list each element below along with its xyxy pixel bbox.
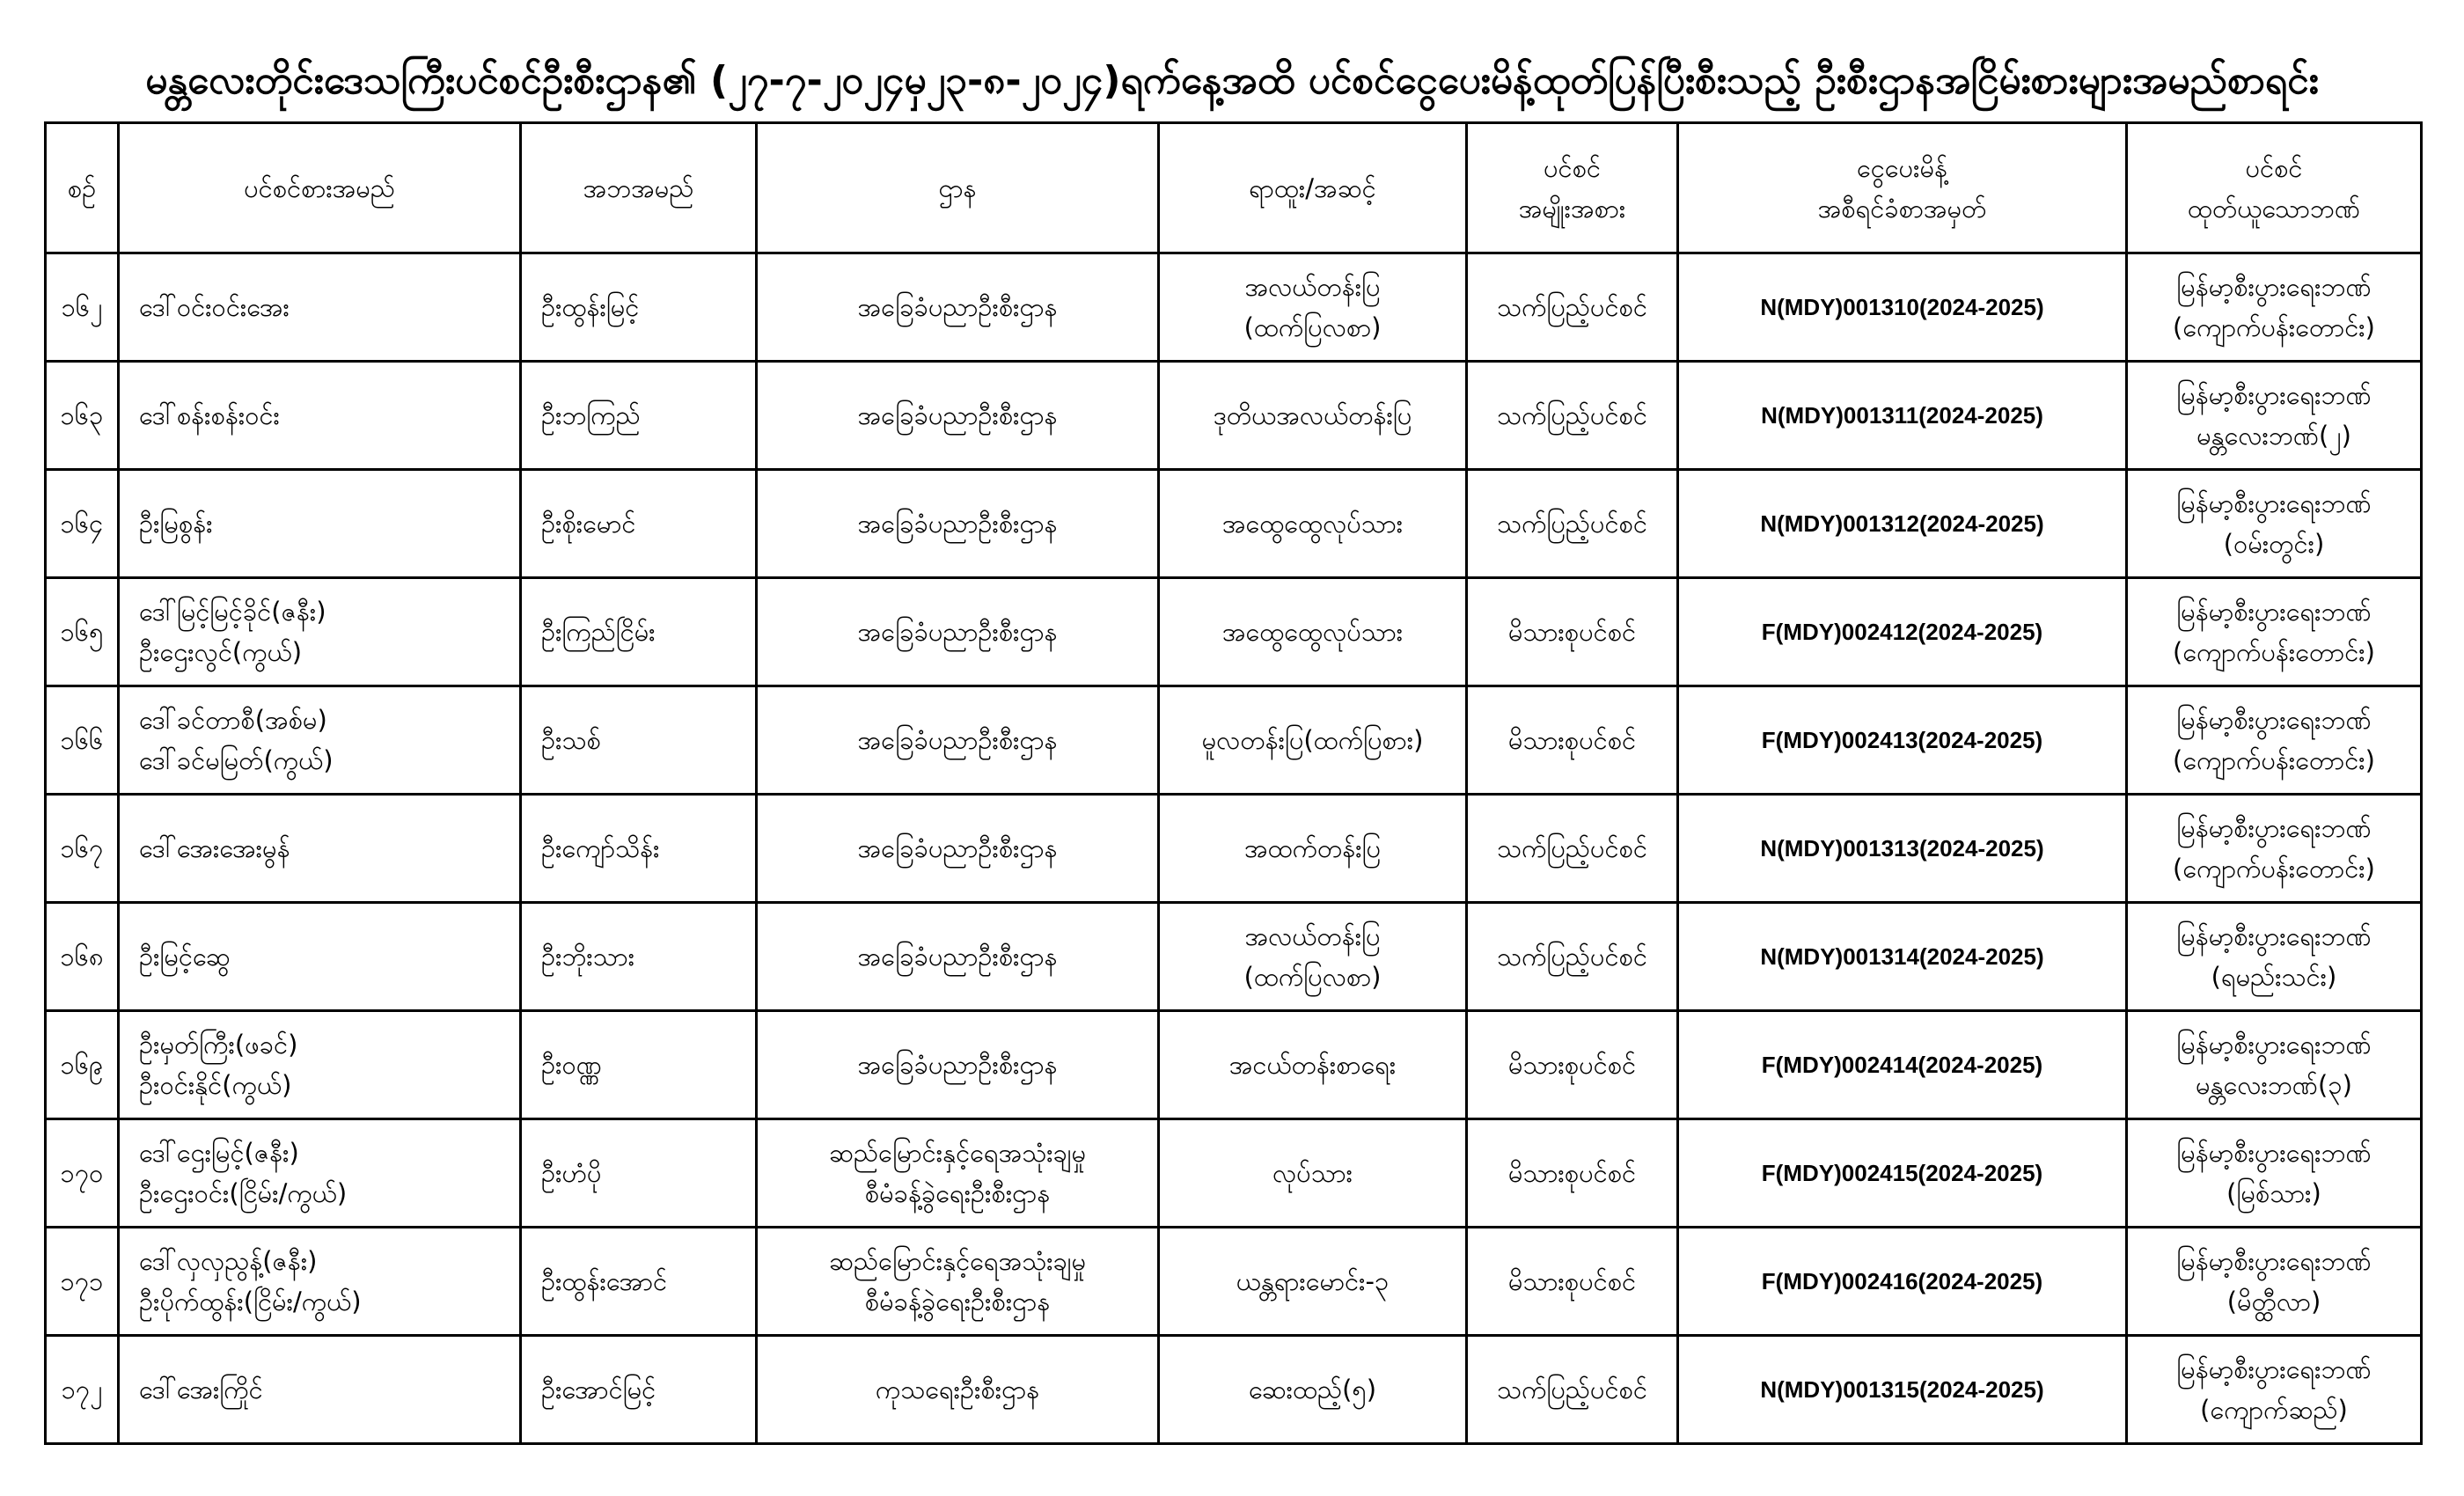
cell-pensioner-name <box>119 1336 521 1444</box>
cell-department-line: အခြေခံပညာဦးစီးဌာန <box>857 942 1058 972</box>
cell-bank-line: မြန်မာ့စီးပွားရေးဘဏ် <box>2176 705 2372 735</box>
cell-pensioner-name-line: ဒေါ်ဌေးမြင့်(ဇနီး) <box>139 1138 299 1168</box>
cell-bank <box>2127 1336 2422 1444</box>
cell-rank <box>1159 686 1467 795</box>
cell-father-name: ဦးဟံပို <box>521 1119 757 1228</box>
cell-pension-type: မိသားစုပင်စင် <box>1467 1119 1678 1228</box>
cell-bank <box>2127 578 2422 686</box>
cell-department <box>757 903 1159 1011</box>
cell-department-line: အခြေခံပညာဦးစီးဌာန <box>857 1050 1058 1080</box>
cell-order-number: F(MDY)002412(2024-2025) <box>1678 578 2127 686</box>
cell-father-name: ဦးသစ် <box>521 686 757 795</box>
cell-father-name: ဦးကြည်ငြိမ်း <box>521 578 757 686</box>
cell-no: ၁၇၁ <box>46 1228 119 1336</box>
cell-rank-line: (ထက်ပြလစာ) <box>1243 312 1382 342</box>
cell-pension-type: မိသားစုပင်စင် <box>1467 1011 1678 1119</box>
cell-pensioner-name <box>119 903 521 1011</box>
cell-pensioner-name <box>119 470 521 578</box>
header-father-name: အဘအမည် <box>521 123 757 253</box>
cell-pensioner-name-line: ဒေါ်လှလှညွန့်(ဇနီး) <box>139 1246 318 1276</box>
cell-bank <box>2127 362 2422 470</box>
header-no: စဉ် <box>46 123 119 253</box>
header-pension-type-line2: အမျိုးအစား <box>1518 193 1626 224</box>
cell-department <box>757 795 1159 903</box>
cell-rank-line: အထွေထွေလုပ်သား <box>1221 509 1404 539</box>
cell-department-line: အခြေခံပညာဦးစီးဌာန <box>857 292 1058 322</box>
cell-bank <box>2127 686 2422 795</box>
cell-father-name: ဦးကျော်သိန်း <box>521 795 757 903</box>
cell-pension-type: မိသားစုပင်စင် <box>1467 578 1678 686</box>
cell-pensioner-name <box>119 1119 521 1228</box>
cell-department-line: အခြေခံပညာဦးစီးဌာန <box>857 725 1058 755</box>
cell-pensioner-name <box>119 1011 521 1119</box>
cell-bank-line: မြန်မာ့စီးပွားရေးဘဏ် <box>2176 921 2372 951</box>
table-body <box>46 253 2422 1444</box>
header-pension-type-line1: ပင်စင် <box>1543 152 1602 183</box>
cell-rank-line: အလယ်တန်းပြ <box>1244 921 1381 951</box>
cell-no: ၁၆၈ <box>46 903 119 1011</box>
cell-no: ၁၆၆ <box>46 686 119 795</box>
cell-pensioner-name-line: ဦးမှတ်ကြီး(ဖခင်) <box>139 1030 298 1060</box>
cell-father-name: ဦးစိုးမောင် <box>521 470 757 578</box>
cell-department <box>757 1228 1159 1336</box>
cell-order-number: N(MDY)001312(2024-2025) <box>1678 470 2127 578</box>
cell-pensioner-name <box>119 362 521 470</box>
table-row <box>46 470 2422 578</box>
cell-department <box>757 1336 1159 1444</box>
cell-bank-line: မြန်မာ့စီးပွားရေးဘဏ် <box>2176 813 2372 843</box>
cell-bank <box>2127 470 2422 578</box>
cell-rank-line: အလယ်တန်းပြ <box>1244 272 1381 302</box>
cell-pension-type: သက်ပြည့်ပင်စင် <box>1467 903 1678 1011</box>
cell-department <box>757 362 1159 470</box>
cell-rank-line: အငယ်တန်းစာရေး <box>1228 1050 1397 1080</box>
cell-pension-type: သက်ပြည့်ပင်စင် <box>1467 470 1678 578</box>
cell-bank-line: မန္တလေးဘဏ်(၃) <box>2196 1070 2352 1100</box>
cell-department-line: စီမံခန့်ခွဲရေးဦးစီးဌာန <box>864 1287 1051 1316</box>
table-row <box>46 1011 2422 1119</box>
table-row <box>46 362 2422 470</box>
cell-department-line: ဆည်မြောင်းနှင့်ရေအသုံးချမှု <box>828 1138 1087 1168</box>
cell-order-number: N(MDY)001315(2024-2025) <box>1678 1336 2127 1444</box>
cell-pensioner-name-line: ဒေါ်စန်းစန်းဝင်း <box>139 400 280 430</box>
cell-department <box>757 686 1159 795</box>
cell-rank-line: (ထက်ပြလစာ) <box>1243 962 1382 992</box>
pension-table-container <box>44 121 2420 1445</box>
cell-pensioner-name-line: ဒေါ်ဝင်းဝင်းအေး <box>139 292 290 322</box>
cell-bank-line: (ကျောက်ပန်းတောင်း) <box>2173 745 2375 775</box>
cell-pension-type: သက်ပြည့်ပင်စင် <box>1467 795 1678 903</box>
cell-bank-line: (ကျောက်ပန်းတောင်း) <box>2173 312 2375 342</box>
cell-bank-line: မြန်မာ့စီးပွားရေးဘဏ် <box>2176 380 2372 410</box>
cell-rank-line: ယန္တရားမောင်း-၃ <box>1236 1266 1390 1296</box>
header-order-number <box>1678 123 2127 253</box>
cell-department-line: အခြေခံပညာဦးစီးဌာန <box>857 400 1058 430</box>
header-bank-line2: ထုတ်ယူသောဘဏ် <box>2187 193 2361 224</box>
cell-pensioner-name <box>119 253 521 362</box>
cell-rank <box>1159 1119 1467 1228</box>
cell-pensioner-name-line: ဦးဝင်းနိုင်(ကွယ်) <box>139 1070 292 1100</box>
cell-bank <box>2127 1228 2422 1336</box>
cell-rank-line: မူလတန်းပြ(ထက်ပြစား) <box>1201 725 1424 755</box>
cell-order-number: F(MDY)002415(2024-2025) <box>1678 1119 2127 1228</box>
cell-order-number: F(MDY)002414(2024-2025) <box>1678 1011 2127 1119</box>
cell-rank-line: အထက်တန်းပြ <box>1243 833 1382 863</box>
cell-department <box>757 253 1159 362</box>
cell-bank <box>2127 253 2422 362</box>
cell-pensioner-name-line: ဒေါ်ခင်မမြတ်(ကွယ်) <box>139 745 334 775</box>
cell-department <box>757 578 1159 686</box>
table-row <box>46 1228 2422 1336</box>
cell-department-line: စီမံခန့်ခွဲရေးဦးစီးဌာန <box>864 1178 1051 1208</box>
header-department: ဌာန <box>757 123 1159 253</box>
cell-no: ၁၆၇ <box>46 795 119 903</box>
cell-order-number: F(MDY)002416(2024-2025) <box>1678 1228 2127 1336</box>
cell-bank-line: (မြစ်သား) <box>2226 1178 2321 1208</box>
cell-department-line: အခြေခံပညာဦးစီးဌာန <box>857 509 1058 539</box>
cell-pensioner-name <box>119 795 521 903</box>
cell-rank-line: အထွေထွေလုပ်သား <box>1221 617 1404 647</box>
cell-pensioner-name-line: ဒေါ်အေးကြိုင် <box>139 1375 263 1404</box>
cell-no: ၁၆၄ <box>46 470 119 578</box>
cell-bank-line: မြန်မာ့စီးပွားရေးဘဏ် <box>2176 272 2372 302</box>
table-row <box>46 686 2422 795</box>
cell-department-line: အခြေခံပညာဦးစီးဌာန <box>857 617 1058 647</box>
cell-pension-type: သက်ပြည့်ပင်စင် <box>1467 253 1678 362</box>
header-pension-type <box>1467 123 1678 253</box>
table-row <box>46 1336 2422 1444</box>
cell-father-name: ဦးဝဏ္ဏ <box>521 1011 757 1119</box>
cell-no: ၁၆၂ <box>46 253 119 362</box>
cell-pensioner-name-line: ဒေါ်အေးအေးမွန် <box>139 833 290 863</box>
cell-rank <box>1159 253 1467 362</box>
cell-rank-line: ဆေးထည့်(၅) <box>1248 1375 1377 1404</box>
cell-pension-type: မိသားစုပင်စင် <box>1467 1228 1678 1336</box>
cell-father-name: ဦးထွန်းအောင် <box>521 1228 757 1336</box>
cell-department <box>757 1011 1159 1119</box>
cell-department-line: ဆည်မြောင်းနှင့်ရေအသုံးချမှု <box>828 1246 1087 1276</box>
table-row <box>46 903 2422 1011</box>
cell-pensioner-name-line: ဦးမြင့်ဆွေ <box>139 942 231 972</box>
cell-pensioner-name <box>119 578 521 686</box>
header-rank: ရာထူး/အဆင့် <box>1159 123 1467 253</box>
cell-father-name: ဦးဘိုးသား <box>521 903 757 1011</box>
cell-bank <box>2127 1119 2422 1228</box>
cell-bank-line: (မိတ္ထီလာ) <box>2226 1287 2321 1316</box>
header-bank-line1: ပင်စင် <box>2245 152 2303 183</box>
cell-rank-line: ဒုတိယအလယ်တန်းပြ <box>1213 400 1412 430</box>
header-pensioner-name: ပင်စင်စားအမည် <box>119 123 521 253</box>
cell-department <box>757 470 1159 578</box>
pension-table <box>44 121 2423 1445</box>
header-bank <box>2127 123 2422 253</box>
cell-bank-line: မြန်မာ့စီးပွားရေးဘဏ် <box>2176 1138 2372 1168</box>
cell-order-number: F(MDY)002413(2024-2025) <box>1678 686 2127 795</box>
cell-pensioner-name <box>119 1228 521 1336</box>
cell-bank <box>2127 1011 2422 1119</box>
cell-pension-type: သက်ပြည့်ပင်စင် <box>1467 1336 1678 1444</box>
cell-rank <box>1159 470 1467 578</box>
cell-pensioner-name-line: ဦးဌေးဝင်း(ငြိမ်း/ကွယ်) <box>139 1178 348 1208</box>
cell-bank-line: (ကျောက်ဆည်) <box>2200 1395 2348 1425</box>
cell-department-line: ကုသရေးဦးစီးဌာန <box>875 1375 1040 1404</box>
cell-no: ၁၆၅ <box>46 578 119 686</box>
header-row <box>46 123 2422 253</box>
cell-department-line: အခြေခံပညာဦးစီးဌာန <box>857 833 1058 863</box>
cell-bank-line: (ကျောက်ပန်းတောင်း) <box>2173 637 2375 667</box>
header-order-number-line2: အစီရင်ခံစာအမှတ် <box>1817 193 1987 224</box>
cell-pensioner-name-line: ဒေါ်မြင့်မြင့်ခိုင်(ဇနီး) <box>139 597 326 627</box>
cell-rank <box>1159 795 1467 903</box>
cell-bank-line: (ရမည်းသင်း) <box>2211 962 2337 992</box>
table-header <box>46 123 2422 253</box>
cell-bank-line: (ဝမ်းတွင်း) <box>2223 529 2325 559</box>
cell-no: ၁၆၉ <box>46 1011 119 1119</box>
cell-pensioner-name-line: ဦးပိုက်ထွန်း(ငြိမ်း/ကွယ်) <box>139 1287 362 1316</box>
cell-rank <box>1159 1228 1467 1336</box>
cell-bank-line: မြန်မာ့စီးပွားရေးဘဏ် <box>2176 488 2372 518</box>
cell-bank <box>2127 903 2422 1011</box>
cell-order-number: N(MDY)001313(2024-2025) <box>1678 795 2127 903</box>
cell-bank-line: မြန်မာ့စီးပွားရေးဘဏ် <box>2176 597 2372 627</box>
cell-pension-type: မိသားစုပင်စင် <box>1467 686 1678 795</box>
page-title: မန္တလေးတိုင်းဒေသကြီးပင်စင်ဦးစီးဌာန၏ (၂၇-၇-၂၀၂၄မှ၂၃-၈-၂၀၂၄)ရက်နေ့အထိ ပင်စင်ငွေပေးမိန့်ထုတ်ပြန်ပြီးစီးသည့် ဦးစီးဌာနအငြိမ်းစားများအမည်စာရင်း <box>145 58 2319 103</box>
cell-father-name: ဦးထွန်းမြင့် <box>521 253 757 362</box>
cell-bank <box>2127 795 2422 903</box>
cell-bank-line: မြန်မာ့စီးပွားရေးဘဏ် <box>2176 1030 2372 1060</box>
cell-pensioner-name <box>119 686 521 795</box>
table-row <box>46 253 2422 362</box>
header-order-number-line1: ငွေပေးမိန့် <box>1856 152 1948 183</box>
cell-pension-type: သက်ပြည့်ပင်စင် <box>1467 362 1678 470</box>
table-row <box>46 795 2422 903</box>
cell-rank <box>1159 903 1467 1011</box>
table-row <box>46 1119 2422 1228</box>
cell-pensioner-name-line: ဒေါ်ခင်တာစီ(အစ်မ) <box>139 705 327 735</box>
cell-pensioner-name-line: ဦးဌေးလွင်(ကွယ်) <box>139 637 303 667</box>
cell-rank-line: လုပ်သား <box>1272 1158 1353 1188</box>
cell-rank <box>1159 1011 1467 1119</box>
cell-bank-line: မန္တလေးဘဏ်(၂) <box>2196 421 2351 451</box>
cell-no: ၁၆၃ <box>46 362 119 470</box>
cell-no: ၁၇၂ <box>46 1336 119 1444</box>
cell-bank-line: မြန်မာ့စီးပွားရေးဘဏ် <box>2176 1354 2372 1384</box>
cell-bank-line: မြန်မာ့စီးပွားရေးဘဏ် <box>2176 1246 2372 1276</box>
cell-father-name: ဦးအောင်မြင့် <box>521 1336 757 1444</box>
cell-father-name: ဦးဘကြည် <box>521 362 757 470</box>
cell-rank <box>1159 1336 1467 1444</box>
cell-order-number: N(MDY)001311(2024-2025) <box>1678 362 2127 470</box>
cell-bank-line: (ကျောက်ပန်းတောင်း) <box>2173 854 2375 884</box>
cell-rank <box>1159 578 1467 686</box>
cell-no: ၁၇၀ <box>46 1119 119 1228</box>
cell-rank <box>1159 362 1467 470</box>
cell-department <box>757 1119 1159 1228</box>
cell-order-number: N(MDY)001314(2024-2025) <box>1678 903 2127 1011</box>
cell-order-number: N(MDY)001310(2024-2025) <box>1678 253 2127 362</box>
cell-pensioner-name-line: ဦးမြစွန်း <box>139 509 213 539</box>
table-row <box>46 578 2422 686</box>
